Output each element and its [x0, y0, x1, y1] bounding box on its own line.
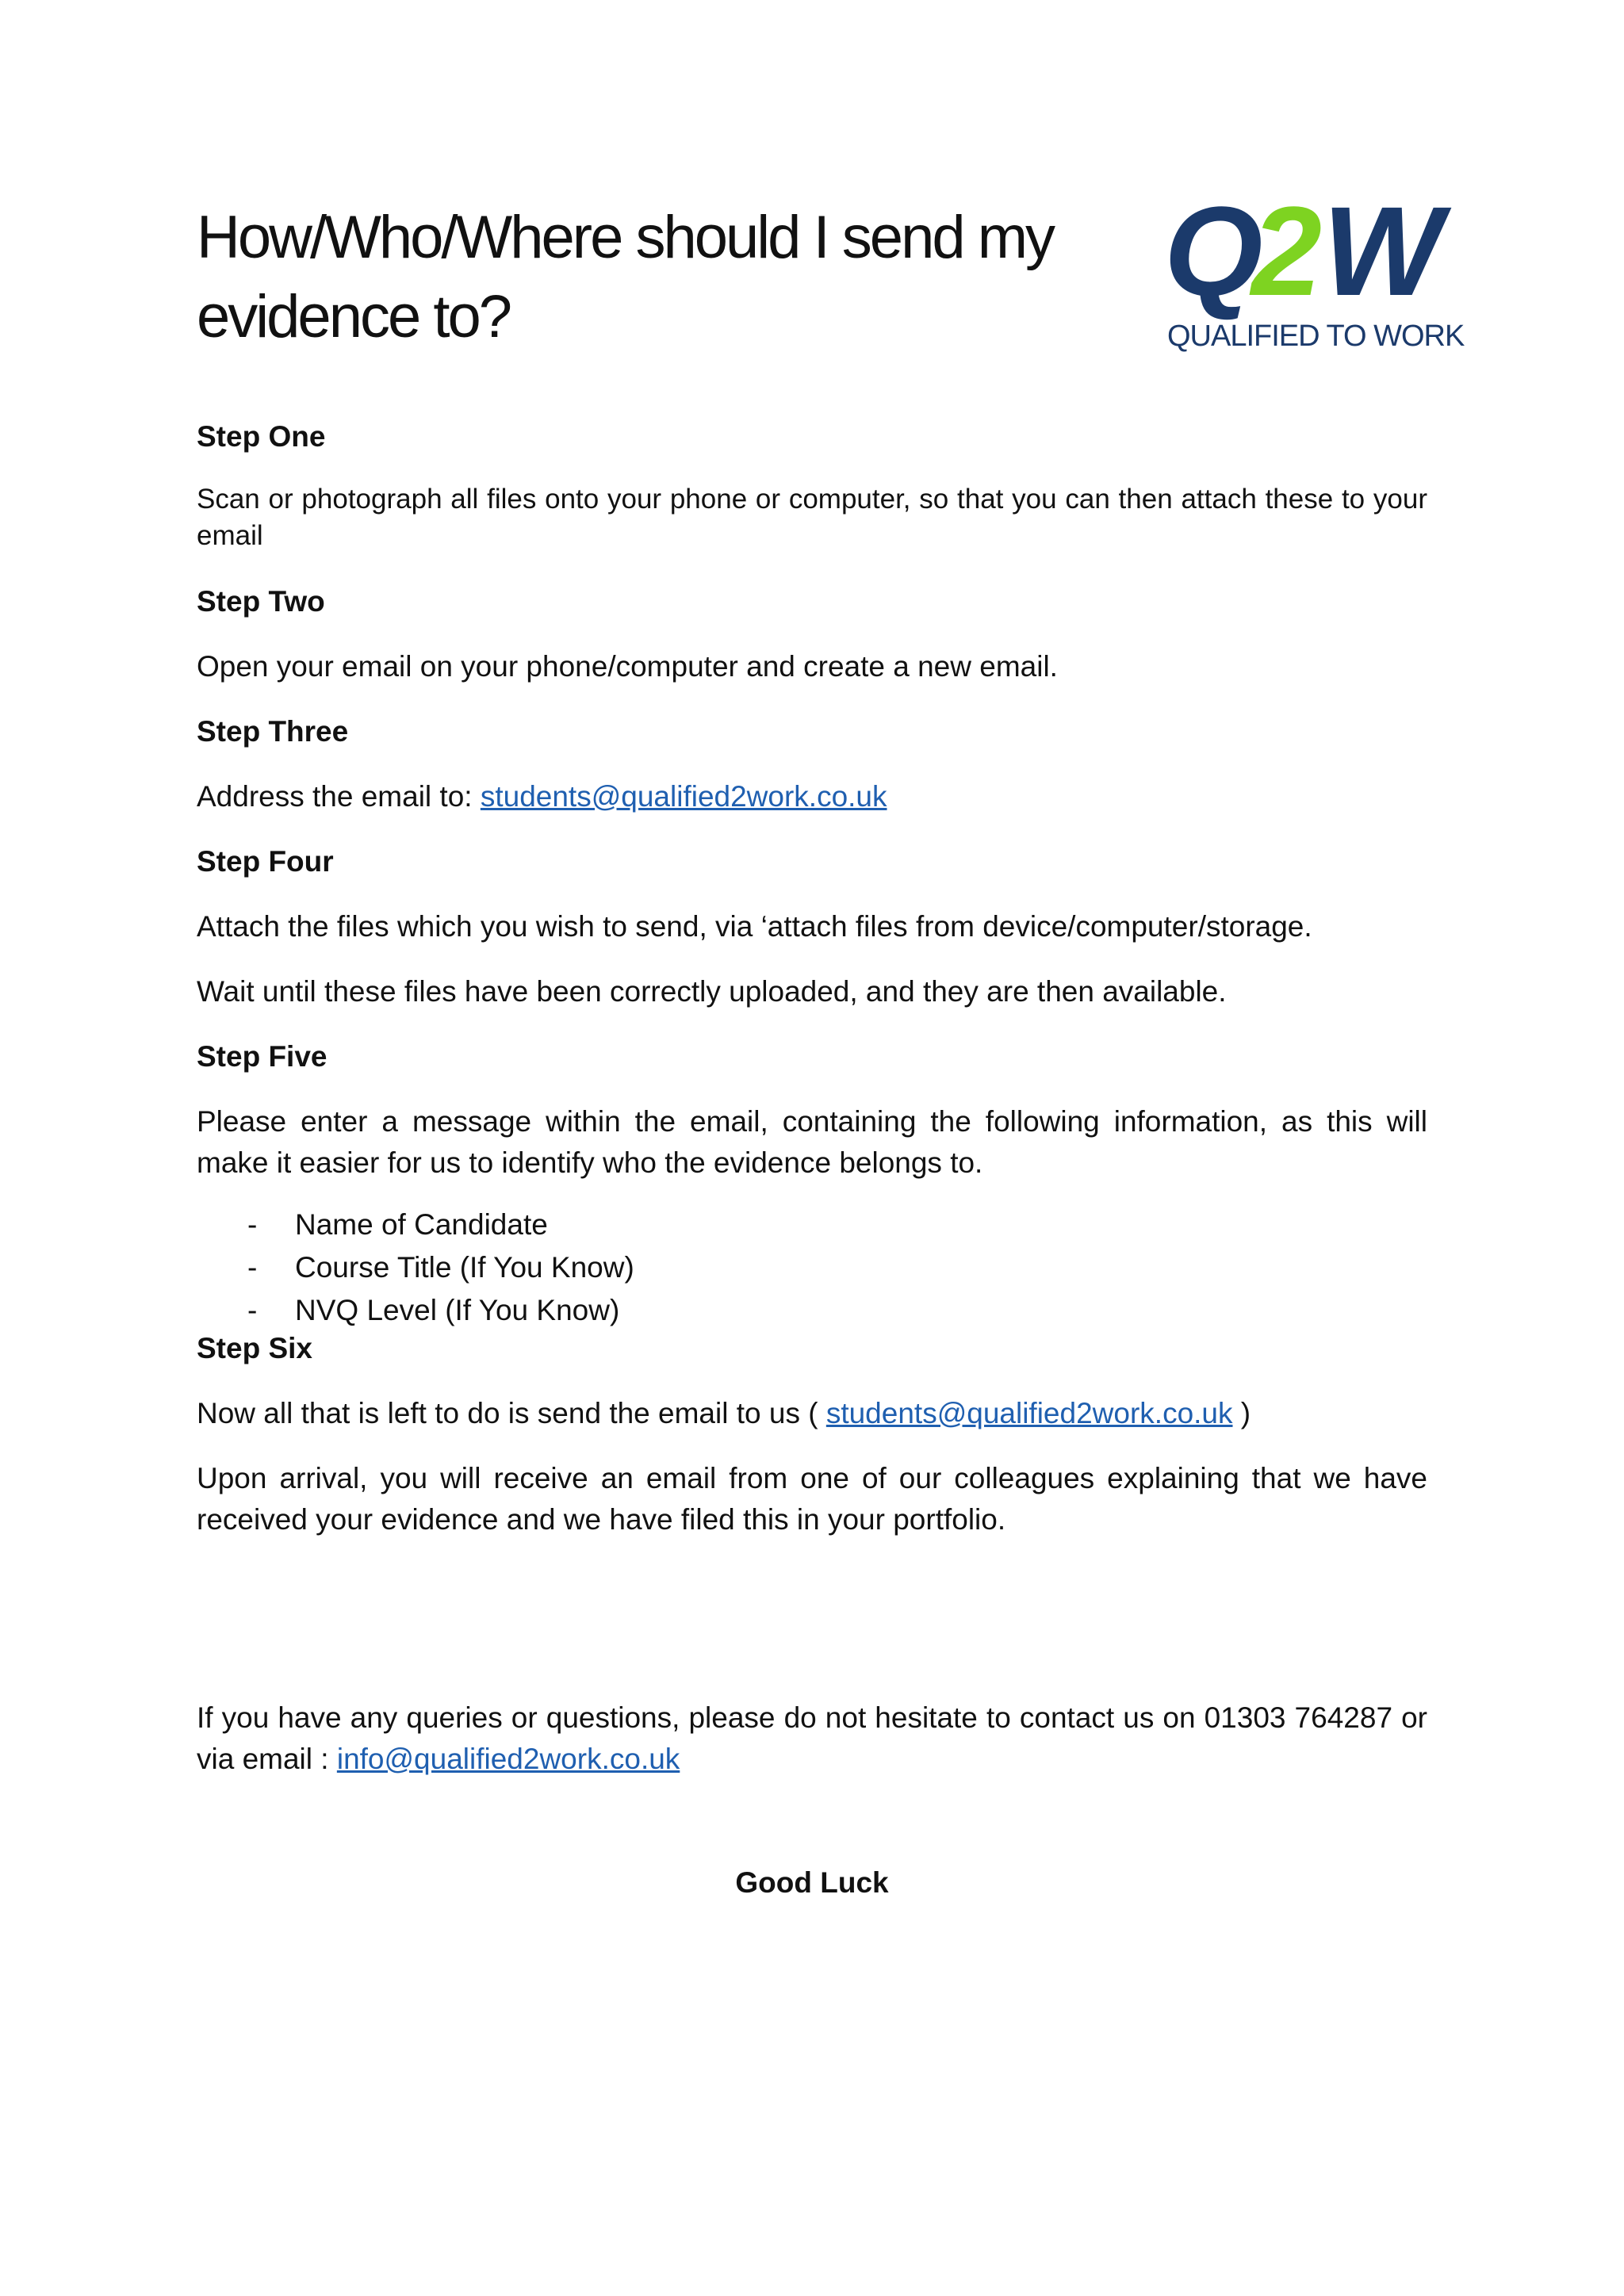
q2w-logo	[1158, 190, 1475, 357]
step-text-suffix: )	[1232, 1397, 1251, 1429]
page-title: How/Who/Where should I send my evidence to?	[197, 204, 1054, 350]
step-text: Scan or photograph all files onto your phone or computer, so that you can then attach these to your email	[197, 484, 1427, 551]
step-heading: Step One	[197, 420, 326, 453]
step-text-prefix: Address the email to:	[197, 780, 481, 813]
step-text: Open your email on your phone/computer and create a new email.	[197, 650, 1058, 683]
list-item	[197, 1204, 1427, 1247]
list-item-label: Name of Candidate	[295, 1208, 548, 1241]
q2w-logo-graphic	[1158, 190, 1475, 357]
contact-section	[197, 1697, 1427, 1780]
step-heading: Step Six	[197, 1332, 312, 1364]
closing-text: Good Luck	[735, 1866, 889, 1899]
document-body	[197, 416, 1427, 1904]
logo-mark-q: Q	[1164, 190, 1257, 322]
step-text: Upon arrival, you will receive an email from one of our colleagues explaining that we have received your evidence and we have filed this in your portfolio.	[197, 1462, 1427, 1536]
step-text: Please enter a message within the email, containing the following information, as this will make it easier for us to identify who the evidence belongs to.	[197, 1105, 1427, 1179]
step-text	[197, 776, 1427, 817]
contact-text	[197, 1697, 1427, 1780]
info-email-link[interactable]: info@qualified2work.co.uk	[336, 1743, 680, 1775]
step-six-section	[197, 1328, 1427, 1540]
list-bullet: -	[247, 1251, 258, 1284]
logo-mark-w: W	[1323, 190, 1437, 322]
step-text	[197, 1393, 1427, 1434]
step-heading: Step Four	[197, 845, 334, 878]
step-five-section	[197, 1036, 1427, 1337]
list-item-label: Course Title (If You Know)	[295, 1251, 634, 1284]
step-heading: Step Three	[197, 715, 349, 748]
logo-tagline: QUALIFIED TO WORK	[1167, 320, 1465, 353]
logo-mark-2: 2	[1251, 190, 1322, 322]
students-email-link[interactable]: students@qualified2work.co.uk	[825, 1397, 1233, 1429]
step-heading: Step Five	[197, 1040, 327, 1073]
step-four-section	[197, 841, 1427, 1036]
candidate-info-list	[197, 1204, 1427, 1333]
list-bullet: -	[247, 1208, 258, 1241]
step-text: Wait until these files have been correctly uploaded, and they are then available.	[197, 975, 1227, 1008]
list-item	[197, 1247, 1427, 1290]
step-heading: Step Two	[197, 585, 325, 618]
list-item	[197, 1290, 1427, 1333]
step-text-prefix: Now all that is left to do is send the email to us (	[197, 1397, 826, 1429]
step-text: Attach the files which you wish to send, via ‘attach files from device/computer/storage.	[197, 910, 1312, 943]
step-three-section	[197, 711, 1427, 841]
list-item-label: NVQ Level (If You Know)	[295, 1294, 620, 1326]
step-two-section	[197, 581, 1427, 711]
students-email-link[interactable]: students@qualified2work.co.uk	[480, 780, 887, 813]
list-bullet: -	[247, 1294, 258, 1326]
contact-text-body: If you have any queries or questions, please do not hesitate to contact us on 01303 764287 or via email :	[197, 1701, 1427, 1775]
